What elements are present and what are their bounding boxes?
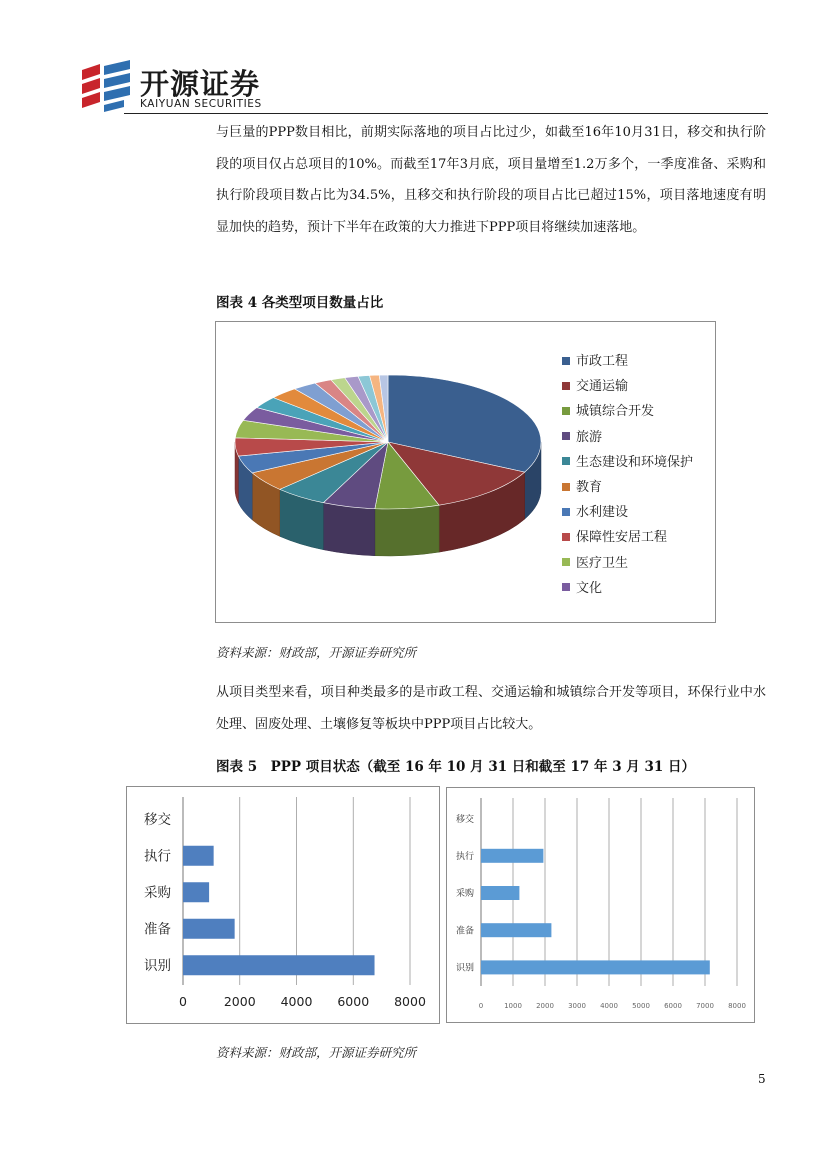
logo-text-cn: 开源证券 xyxy=(140,67,261,101)
y-category-label: 执行 xyxy=(144,848,171,865)
x-tick-label: 3000 xyxy=(568,1002,586,1010)
x-tick-label: 4000 xyxy=(600,1002,618,1010)
y-category-label: 识别 xyxy=(455,963,474,974)
y-category-label: 识别 xyxy=(144,958,171,975)
legend-item xyxy=(562,451,693,471)
page-number: 5 xyxy=(758,1072,766,1086)
x-tick-label: 0 xyxy=(478,1002,484,1010)
x-tick-label: 2000 xyxy=(223,994,256,1009)
legend-swatch xyxy=(562,407,570,415)
legend-label: 交通运输 xyxy=(576,379,629,395)
legend-label: 教育 xyxy=(576,480,603,495)
legend-item xyxy=(562,400,654,420)
legend-item xyxy=(562,501,628,521)
bar xyxy=(481,960,710,974)
bar xyxy=(183,919,235,939)
x-tick-label: 6000 xyxy=(664,1002,682,1010)
legend-label: 城镇综合开发 xyxy=(576,404,655,420)
x-tick-label: 7000 xyxy=(696,1002,714,1010)
x-tick-label: 8000 xyxy=(728,1002,746,1010)
pie-slice-side-3 xyxy=(375,505,439,556)
legend-swatch xyxy=(562,533,570,541)
legend-swatch xyxy=(562,357,570,365)
bar xyxy=(481,923,551,937)
legend-swatch xyxy=(562,382,570,390)
pie-slice-side-4 xyxy=(323,503,374,556)
bar-chart-left-box xyxy=(126,786,440,1024)
body-paragraph-2: 从项目类型来看，项目种类最多的是市政工程、交通运输和城镇综合开发等项目，环保行业中水处理、固废处理、土壤修复等板块中PPP项目占比较大。 xyxy=(216,685,766,732)
legend-swatch xyxy=(562,432,570,440)
y-category-label: 准备 xyxy=(455,926,474,937)
legend-item xyxy=(562,577,602,597)
header-divider xyxy=(124,113,768,114)
legend-swatch xyxy=(562,583,570,591)
figure-5-title: 图表 5 PPP 项目状态（截至 16 年 10 月 31 日和截至 17 年 3 月 31 日） xyxy=(216,759,695,775)
y-category-label: 移交 xyxy=(455,814,474,825)
bar xyxy=(481,849,543,863)
logo-mark xyxy=(78,60,134,112)
bar xyxy=(183,846,214,866)
legend-item xyxy=(562,426,602,446)
legend-label: 水利建设 xyxy=(576,505,629,521)
pie-legend xyxy=(562,350,712,610)
x-tick-label: 5000 xyxy=(632,1002,650,1010)
legend-item xyxy=(562,552,628,572)
legend-item xyxy=(562,375,628,395)
x-tick-label: 2000 xyxy=(536,1002,554,1010)
pie-chart-box xyxy=(215,321,716,623)
x-tick-label: 4000 xyxy=(280,994,313,1009)
legend-item xyxy=(562,476,602,496)
bar xyxy=(183,882,209,902)
y-category-label: 移交 xyxy=(144,812,171,829)
logo-text-en: KAIYUAN SECURITIES xyxy=(140,98,262,110)
legend-label: 生态建设和环境保护 xyxy=(576,454,694,470)
legend-label: 保障性安居工程 xyxy=(576,530,668,546)
legend-label: 医疗卫生 xyxy=(576,555,629,571)
body-paragraph-1: 与巨量的PPP数目相比，前期实际落地的项目占比过少，如截至16年10月31日，移交和执行阶段的项目仅占总项目的10%。而截至17年3月底，项目量增至1.2万多个，一季度准备、采购和执行阶段项目数占比为34.5%，且移交和执行阶段的项目占比已超过15%，项目落地速度有明显加快的趋势，预计下半年在政策的大力推进下PPP项目将继续加速落地。 xyxy=(216,125,766,235)
bar xyxy=(183,955,375,975)
legend-label: 旅游 xyxy=(576,429,603,445)
bar-chart-right xyxy=(447,788,754,1022)
x-tick-label: 8000 xyxy=(394,994,426,1009)
y-category-label: 执行 xyxy=(455,852,474,863)
legend-swatch xyxy=(562,483,570,491)
pie-chart xyxy=(216,322,546,622)
x-tick-label: 1000 xyxy=(504,1002,522,1010)
legend-item xyxy=(562,526,667,546)
y-category-label: 采购 xyxy=(455,889,474,900)
legend-swatch xyxy=(562,508,570,516)
figure-4-title: 图表 4 各类型项目数量占比 xyxy=(216,295,384,311)
bar xyxy=(481,886,519,900)
legend-label: 文化 xyxy=(576,580,603,596)
legend-swatch xyxy=(562,457,570,465)
figure-5-source: 资料来源：财政部，开源证券研究所 xyxy=(216,1045,417,1060)
y-category-label: 准备 xyxy=(144,921,171,938)
legend-item xyxy=(562,350,628,370)
legend-swatch xyxy=(562,558,570,566)
x-tick-label: 0 xyxy=(179,994,187,1009)
x-tick-label: 6000 xyxy=(337,994,370,1009)
y-category-label: 采购 xyxy=(144,885,171,902)
bar-chart-left xyxy=(127,787,439,1023)
legend-label: 市政工程 xyxy=(576,354,629,369)
figure-4-source: 资料来源：财政部，开源证券研究所 xyxy=(216,645,417,660)
bar-chart-right-box xyxy=(446,787,755,1023)
